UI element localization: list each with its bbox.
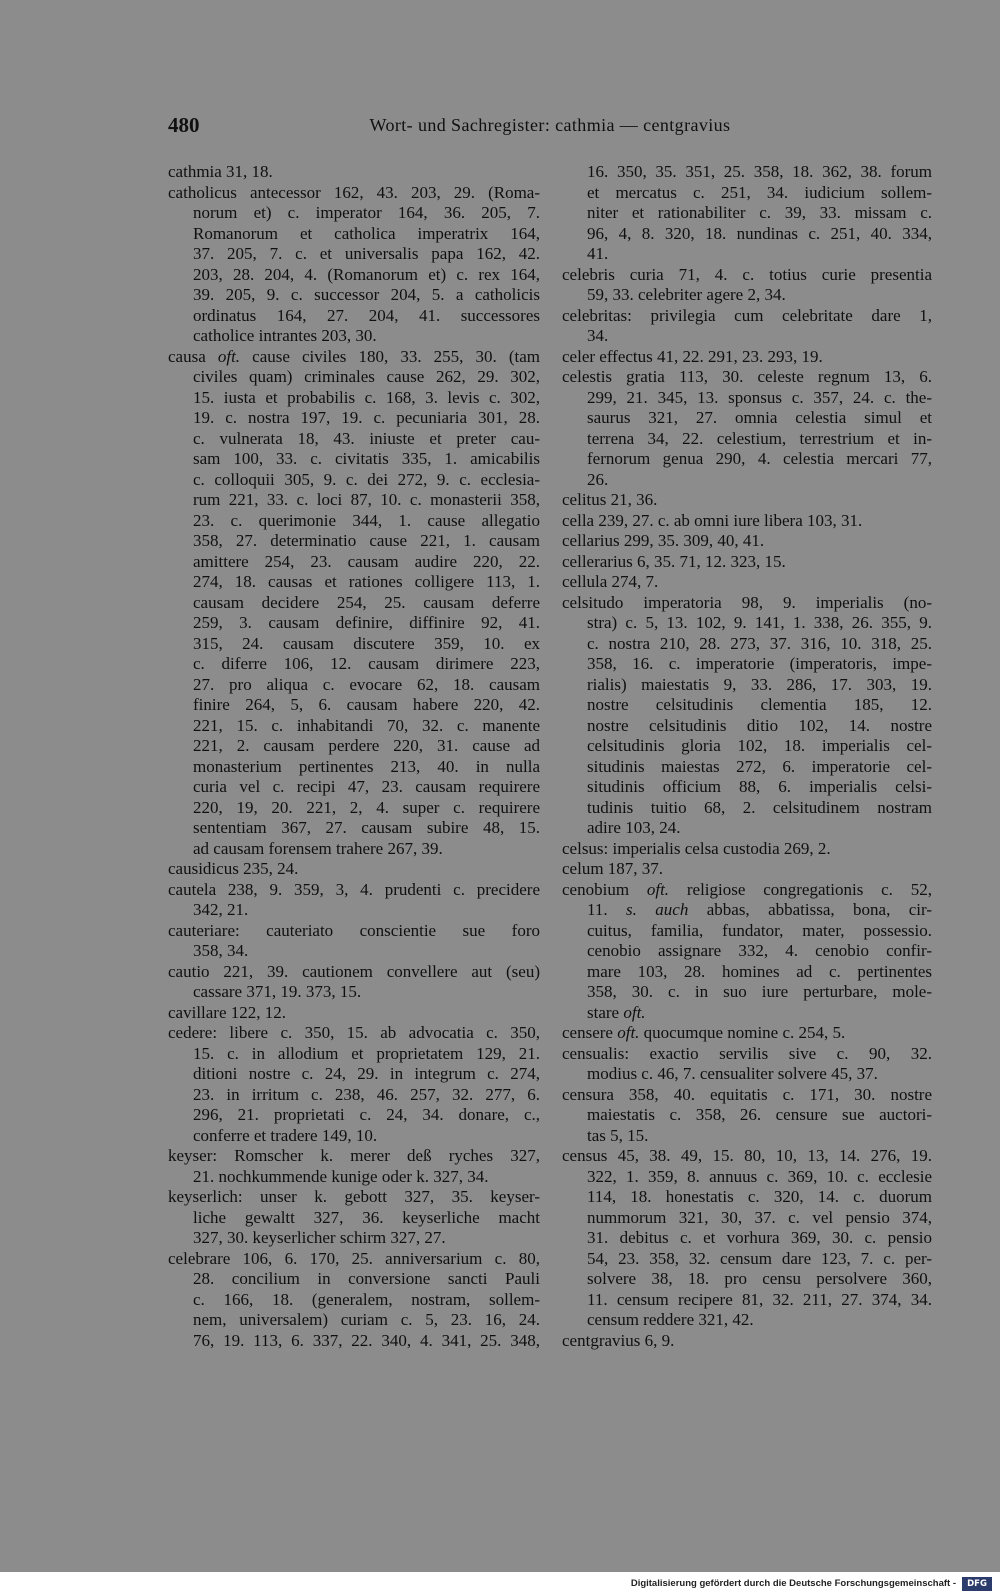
index-line: adire 103, 24. bbox=[587, 818, 681, 837]
index-entry-headline: celebrare 106, 6. 170, 25. anniversarium c. 80, bbox=[168, 1248, 540, 1268]
index-entry bbox=[562, 162, 932, 265]
index-entry bbox=[168, 347, 540, 860]
index-entry-headline: cavillare 122, 12. bbox=[168, 1002, 287, 1022]
index-entry bbox=[562, 552, 932, 573]
index-line: 259, 3. causam definire, diffinire 92, 41. bbox=[193, 613, 540, 632]
index-line: conferre et tradere 149, 10. bbox=[193, 1125, 378, 1145]
index-line: nummorum 321, 30, 37. c. vel pensio 374, bbox=[587, 1207, 932, 1227]
index-entry bbox=[168, 1187, 540, 1249]
index-entry-headline: causidicus 235, 24. bbox=[168, 859, 299, 878]
index-line: solvere 38, 18. pro censu persolvere 360, bbox=[587, 1269, 932, 1288]
index-line: 76, 19. 113, 6. 337, 22. 340, 4. 341, 25. 348, bbox=[193, 1330, 540, 1350]
index-line: nostre celsitudinis ditio 102, 14. nostre bbox=[587, 715, 932, 735]
index-line: 28. concilium in conversione sancti Pauli bbox=[193, 1269, 540, 1288]
index-line: 59, 33. celebriter agere 2, 34. bbox=[587, 285, 786, 304]
index-line: Romanorum et catholica imperatrix 164, bbox=[193, 223, 540, 243]
index-line: 37. 205, 7. c. et universalis papa 162, 42. bbox=[193, 244, 540, 263]
index-entry bbox=[168, 1146, 540, 1187]
index-line: censum reddere 321, 42. bbox=[587, 1310, 754, 1329]
line-text: 11. bbox=[587, 900, 627, 919]
italic-abbreviation: oft. bbox=[217, 346, 241, 366]
dfg-logo: DFG bbox=[962, 1577, 992, 1591]
index-entry-headline: celebritas: privilegia cum celebritate dare 1, bbox=[562, 305, 932, 325]
line-text: cenobium bbox=[562, 879, 647, 899]
index-entry-headline: censura 358, 40. equitatis c. 171, 30. nostre bbox=[562, 1084, 932, 1104]
index-line: celsitudinis gloria 102, 18. imperialis cel- bbox=[587, 736, 932, 755]
index-entry bbox=[562, 1331, 932, 1352]
index-line: 221, 15. c. inhabitandi 70, 32. c. manente bbox=[193, 715, 540, 735]
index-entry-headline: cedere: libere c. 350, 15. ab advocatia c. 350, bbox=[168, 1023, 540, 1042]
index-entry bbox=[562, 265, 932, 306]
index-entry-headline: celsus: imperialis celsa custodia 269, 2. bbox=[562, 838, 831, 858]
index-line: c. colloquii 305, 9. c. dei 272, 9. c. ecclesia- bbox=[193, 469, 540, 489]
index-line: norum et) c. imperator 164, 36. 205, 7. bbox=[193, 203, 540, 222]
index-entry-headline: census 45, 38. 49, 15. 80, 10, 13, 14. 276, 19. bbox=[562, 1146, 932, 1165]
running-title: Wort- und Sachregister: cathmia — centgravius bbox=[369, 115, 731, 135]
italic-abbreviation: s. auch bbox=[626, 900, 689, 919]
page-header bbox=[168, 110, 932, 140]
index-entry bbox=[562, 511, 932, 532]
index-line: niter et rationabiliter c. 39, 33. missam c. bbox=[587, 203, 932, 222]
line-text: religiose congregationis c. 52, bbox=[669, 879, 932, 899]
index-entry bbox=[562, 347, 932, 368]
index-line: modius c. 46, 7. censualiter solvere 45, 37. bbox=[587, 1064, 878, 1083]
index-line: monasterium pertinentes 213, 40. in nulla bbox=[193, 756, 540, 776]
index-entry-headline: cathmia 31, 18. bbox=[168, 162, 273, 181]
index-entry-headline: celum 187, 37. bbox=[562, 859, 664, 878]
index-line: cuitus, familia, fundator, mater, possessio. bbox=[587, 920, 932, 940]
index-entry-headline: celestis gratia 113, 30. celeste regnum 13, 6. bbox=[562, 367, 932, 386]
index-entry bbox=[562, 1146, 932, 1331]
index-line: 27. pro aliqua c. evocare 62, 18. causam bbox=[193, 674, 540, 694]
index-line: 54, 23. 358, 32. censum dare 123, 7. c. per- bbox=[587, 1248, 932, 1268]
line-text: quocumque nomine c. 254, 5. bbox=[639, 1023, 846, 1042]
index-entry bbox=[562, 367, 932, 490]
line-text: causa bbox=[168, 346, 218, 366]
index-entry-headline bbox=[562, 1023, 932, 1044]
index-line: c. 166, 18. (generalem, nostram, sollem- bbox=[193, 1289, 540, 1309]
index-entry-headline: cellarius 299, 35. 309, 40, 41. bbox=[562, 531, 765, 550]
italic-abbreviation: oft. bbox=[623, 1002, 646, 1022]
index-line: 96, 4, 8. 320, 18. nundinas c. 251, 40. 334, bbox=[587, 223, 932, 243]
index-entry bbox=[168, 880, 540, 921]
index-line: c. nostra 210, 28. 273, 37. 316, 10. 318, 25. bbox=[587, 633, 932, 653]
index-entry-headline: catholicus antecessor 162, 43. 203, 29. (Roma- bbox=[168, 182, 540, 202]
index-entry-headline: cellula 274, 7. bbox=[562, 572, 659, 591]
index-line: 23. c. querimonie 344, 1. cause allegatio bbox=[193, 510, 540, 530]
index-line: saurus 321, 27. omnia celestia simul et bbox=[587, 408, 932, 427]
index-entry bbox=[168, 1003, 540, 1024]
line-text: censere bbox=[562, 1023, 618, 1042]
index-line bbox=[562, 1003, 932, 1024]
index-line: fernorum genua 290, 4. celestia mercari 77, bbox=[587, 449, 932, 468]
index-entry bbox=[168, 921, 540, 962]
index-line: 15. c. in allodium et proprietatem 129, 21. bbox=[193, 1043, 540, 1063]
index-entry bbox=[168, 183, 540, 347]
index-entry bbox=[562, 859, 932, 880]
index-line: situdinis maiestas 272, 6. imperatorie cel- bbox=[587, 756, 932, 776]
line-text: stare bbox=[587, 1002, 624, 1022]
index-entry bbox=[562, 306, 932, 347]
index-entry bbox=[562, 572, 932, 593]
index-entry-headline: celitus 21, 36. bbox=[562, 490, 658, 509]
index-line: 220, 19, 20. 221, 2, 4. super c. requirere bbox=[193, 797, 540, 817]
index-line: 296, 21. proprietati c. 24, 34. donare, c., bbox=[193, 1105, 540, 1124]
index-line: situdinis officium 88, 6. imperialis celsi- bbox=[587, 777, 932, 796]
index-entry bbox=[168, 1023, 540, 1146]
index-entry-headline: keyserlich: unser k. gebott 327, 35. keyser- bbox=[168, 1187, 540, 1206]
index-line: et mercatus c. 251, 34. iudicium sollem- bbox=[587, 182, 932, 202]
italic-abbreviation: oft. bbox=[617, 1023, 640, 1042]
index-line: 26. bbox=[587, 469, 609, 489]
index-entry-headline: cautio 221, 39. cautionem convellere aut (seu) bbox=[168, 961, 540, 981]
index-line: nostre celsitudinis clementia 185, 12. bbox=[587, 695, 932, 714]
index-line: tas 5, 15. bbox=[587, 1125, 649, 1145]
index-line: curia vel c. recipi 47, 23. causam requirere bbox=[193, 777, 540, 796]
line-text: cause civiles 180, 33. 255, 30. (tam bbox=[240, 346, 540, 366]
index-line bbox=[562, 900, 932, 921]
index-line: sententiam 367, 27. causam subire 48, 15. bbox=[193, 818, 540, 837]
index-line: maiestatis c. 358, 26. censure sue auctori- bbox=[587, 1105, 932, 1124]
index-line: 322, 1. 359, 8. annuus c. 369, 10. c. ecclesie bbox=[587, 1166, 932, 1186]
digitization-footer bbox=[0, 1572, 1000, 1596]
page-number: 480 bbox=[168, 113, 200, 137]
index-column bbox=[168, 162, 540, 1351]
index-line: 315, 24. causam discutere 359, 10. ex bbox=[193, 633, 540, 653]
index-entry bbox=[168, 962, 540, 1003]
index-line: 41. bbox=[587, 244, 609, 263]
index-line: catholice intrantes 203, 30. bbox=[193, 326, 377, 345]
index-entry-headline: cautela 238, 9. 359, 3, 4. prudenti c. precidere bbox=[168, 879, 540, 899]
index-entry bbox=[168, 1249, 540, 1352]
index-entry bbox=[562, 1044, 932, 1085]
index-line: ditioni nostre c. 24, 29. in integrum c. 274, bbox=[193, 1064, 540, 1083]
index-entry-headline bbox=[168, 347, 540, 368]
index-line: terrena 34, 22. celestium, terrestrium et in- bbox=[587, 428, 932, 448]
index-entry bbox=[562, 1023, 932, 1044]
index-entry-headline: celsitudo imperatoria 98, 9. imperialis (no- bbox=[562, 592, 932, 612]
index-line: sam 100, 33. c. civitatis 335, 1. amicabilis bbox=[193, 449, 540, 468]
index-line: stra) c. 5, 13. 102, 9. 141, 1. 338, 26. 355, 9. bbox=[587, 613, 932, 632]
index-entry-headline: centgravius 6, 9. bbox=[562, 1330, 675, 1350]
index-line: finire 264, 5, 6. causam habere 220, 42. bbox=[193, 695, 540, 714]
index-entry-headline bbox=[562, 880, 932, 901]
index-line: ordinatus 164, 27. 204, 41. successores bbox=[193, 305, 540, 325]
index-line: 299, 21. 345, 13. sponsus c. 357, 24. c. the- bbox=[587, 387, 932, 407]
index-line: cassare 371, 19. 373, 15. bbox=[193, 982, 362, 1001]
index-line: 274, 18. causas et rationes colligere 113, 1. bbox=[193, 572, 540, 591]
index-entry bbox=[562, 490, 932, 511]
index-column bbox=[562, 162, 932, 1351]
index-entry bbox=[562, 593, 932, 839]
index-entry bbox=[562, 880, 932, 1024]
index-line: 221, 2. causam perdere 220, 31. cause ad bbox=[193, 736, 540, 755]
index-entry bbox=[562, 839, 932, 860]
index-line: 342, 21. bbox=[193, 900, 249, 919]
index-line: c. vulnerata 18, 43. iniuste et preter cau- bbox=[193, 428, 540, 448]
index-line: causam decidere 254, 25. causam deferre bbox=[193, 592, 540, 612]
index-line: rialis) maiestatis 9, 33. 286, 17. 303, 19. bbox=[587, 674, 932, 694]
index-line: 39. 205, 9. c. successor 204, 5. a catholicis bbox=[193, 285, 540, 304]
index-entry bbox=[562, 1085, 932, 1147]
index-line: 34. bbox=[587, 326, 609, 345]
index-entry-headline: censualis: exactio servilis sive c. 90, 32. bbox=[562, 1043, 932, 1063]
index-entry-headline: celebris curia 71, 4. c. totius curie presentia bbox=[562, 264, 932, 284]
index-line: 19. c. nostra 197, 19. c. pecuniaria 301, 28. bbox=[193, 408, 540, 427]
index-line: mare 103, 28. homines ad c. pertinentes bbox=[587, 961, 932, 981]
index-entry bbox=[168, 859, 540, 880]
index-line: 31. debitus c. et vorhura 369, 30. c. pensio bbox=[587, 1228, 932, 1247]
index-entry-headline: cellerarius 6, 35. 71, 12. 323, 15. bbox=[562, 551, 786, 571]
index-line: 16. 350, 35. 351, 25. 358, 18. 362, 38. forum bbox=[587, 162, 932, 181]
index-line: 11. censum recipere 81, 32. 211, 27. 374, 34. bbox=[587, 1289, 932, 1309]
index-line: civiles quam) criminales cause 262, 29. 302, bbox=[193, 367, 540, 386]
index-line: c. diferre 106, 12. causam dirimere 223, bbox=[193, 654, 540, 673]
index-entry-headline: cauteriare: cauteriato conscientie sue foro bbox=[168, 920, 540, 940]
index-entry bbox=[562, 531, 932, 552]
index-line: 358, 30. c. in suo iure perturbare, mole- bbox=[587, 982, 932, 1001]
italic-abbreviation: oft. bbox=[646, 879, 670, 899]
index-line: 15. iusta et probabilis c. 168, 3. levis c. 302, bbox=[193, 387, 540, 407]
index-line: amittere 254, 23. causam audire 220, 22. bbox=[193, 551, 540, 571]
index-entry-headline: celer effectus 41, 22. 291, 23. 293, 19. bbox=[562, 346, 823, 366]
index-line: rum 221, 33. c. loci 87, 10. c. monasterii 358, bbox=[193, 490, 540, 509]
index-line: 114, 18. honestatis c. 320, 14. c. duorum bbox=[587, 1187, 932, 1206]
index-line: 21. nochkummende kunige oder k. 327, 34. bbox=[193, 1166, 489, 1186]
index-line: 358, 34. bbox=[193, 941, 249, 960]
index-entry-headline: keyser: Romscher k. merer deß ryches 327, bbox=[168, 1146, 540, 1165]
index-line: 358, 16. c. imperatorie (imperatoris, impe- bbox=[587, 654, 932, 673]
index-line: 358, 27. determinatio cause 221, 1. causam bbox=[193, 531, 540, 550]
index-line: tudinis tuitio 68, 2. celsitudinem nostram bbox=[587, 797, 932, 817]
index-line: 23. in irritum c. 238, 46. 257, 32. 277, 6. bbox=[193, 1084, 540, 1104]
index-line: cenobio assignare 332, 4. cenobio confir- bbox=[587, 941, 932, 960]
index-line: liche gewaltt 327, 36. keyserliche macht bbox=[193, 1207, 540, 1227]
index-line: 327, 30. keyserlicher schirm 327, 27. bbox=[193, 1228, 446, 1247]
index-line: nem, universalem) curiam c. 5, 23. 16, 24. bbox=[193, 1310, 540, 1329]
index-entry-headline: cella 239, 27. c. ab omni iure libera 103, 31. bbox=[562, 510, 863, 530]
index-line: 203, 28. 204, 4. (Romanorum et) c. rex 164, bbox=[193, 264, 540, 284]
line-text: abbas, abbatissa, bona, cir- bbox=[688, 900, 932, 919]
funding-notice: Digitalisierung gefördert durch die Deutsche Forschungsgemeinschaft - bbox=[630, 1578, 956, 1589]
index-entry bbox=[168, 162, 540, 183]
index-line: ad causam forensem trahere 267, 39. bbox=[193, 838, 443, 858]
